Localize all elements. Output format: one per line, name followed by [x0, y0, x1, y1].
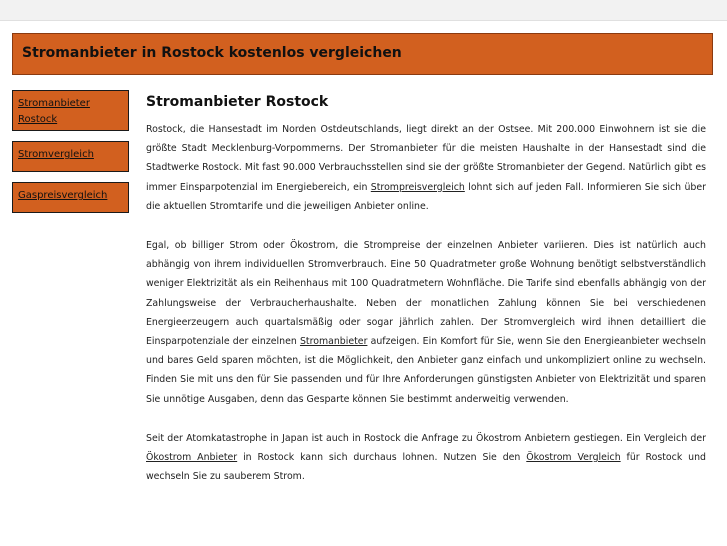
- paragraph-intro-text-2: lohnt sich auf jeden Fall. Informieren Sie sich über die aktuellen Stromtarife und die jeweiligen Anbieter online.: [146, 181, 706, 212]
- paragraph-prices: [146, 236, 706, 409]
- page-title: Stromanbieter Rostock: [146, 94, 329, 110]
- oekostrom-anbieter-link[interactable]: Ökostrom Anbieter: [146, 452, 238, 464]
- site-header: [12, 33, 713, 75]
- site-title: Stromanbieter in Rostock kostenlos vergleichen: [22, 45, 402, 61]
- paragraph-oekostrom-text-1: Seit der Atomkatastrophe in Japan ist auch in Rostock die Anfrage zu Ökostrom Anbietern gestiegen. Ein Vergleich der: [146, 432, 706, 444]
- paragraph-prices-text-1: Egal, ob billiger Strom oder Ökostrom, die Strompreise der einzelnen Anbieter variieren. Dies ist natürlich auch abhängig von ihrem individuellen Stromverbrauch. Eine 50 Quadratmeter große Wohnung benötigt selbstverständlich weniger Elektrizität als ein Reihenhaus mit 100 Quadratmetern Wohnfläche. Die Tarife sind ebenfalls abhängig von der Zahlungsweise der Verbraucherhaushalte. Neben der monatlichen Zahlung können Sie bei verschiedenen Energieerzeugern auch quartalsmäßig oder sogar jährlich zahlen. Der Stromvergleich wird ihnen detailliert die Einsparpotenziale der einzelnen: [146, 240, 706, 348]
- nav-item-stromvergleich[interactable]: Stromvergleich: [12, 141, 129, 172]
- nav-item-gaspreisvergleich[interactable]: Gaspreisvergleich: [12, 182, 129, 213]
- paragraph-oekostrom-text-3: für Rostock und wechseln Sie zu sauberem Strom.: [146, 452, 706, 483]
- sidebar-nav: [12, 90, 129, 223]
- main-content: [146, 93, 706, 506]
- paragraph-oekostrom: [146, 429, 706, 487]
- paragraph-oekostrom-text-2: in Rostock kann sich durchaus lohnen. Nutzen Sie den: [237, 452, 527, 464]
- strompreisvergleich-link[interactable]: Strompreisvergleich: [370, 181, 465, 193]
- oekostrom-vergleich-link[interactable]: Ökostrom Vergleich: [526, 452, 621, 464]
- paragraph-intro-text-1: Rostock, die Hansestadt im Norden Ostdeutschlands, liegt direkt an der Ostsee. Mit 200.000 Einwohnern ist sie die größte Stadt Mecklenburg-Vorpommerns. Der Stromanbieter für die meisten Haushalte in der Hansestadt sind die Stadtwerke Rostock. Mit fast 90.000 Verbrauchsstellen sind sie der größte Stromanbieter der Gegend. Natürlich gibt es immer Einsparpotenzial im Energiebereich, ein: [146, 124, 706, 193]
- stromanbieter-link[interactable]: Stromanbieter: [299, 336, 368, 348]
- paragraph-intro: [146, 120, 706, 216]
- page-container: [0, 20, 727, 546]
- nav-item-stromanbieter-rostock[interactable]: Stromanbieter Rostock: [12, 90, 129, 131]
- paragraph-prices-text-2: aufzeigen. Ein Komfort für Sie, wenn Sie den Energieanbieter wechseln und bares Geld sparen möchten, ist die Möglichkeit, den Anbieter ganz einfach und unkompliziert online zu wechseln. Finden Sie mit uns den für Sie passenden und für Ihre Anforderungen günstigsten Anbieter von Elektrizität und sparen Sie unnötige Ausgaben, denn das Gesparte können Sie bestimmt anderweitig verwenden.: [146, 336, 706, 405]
